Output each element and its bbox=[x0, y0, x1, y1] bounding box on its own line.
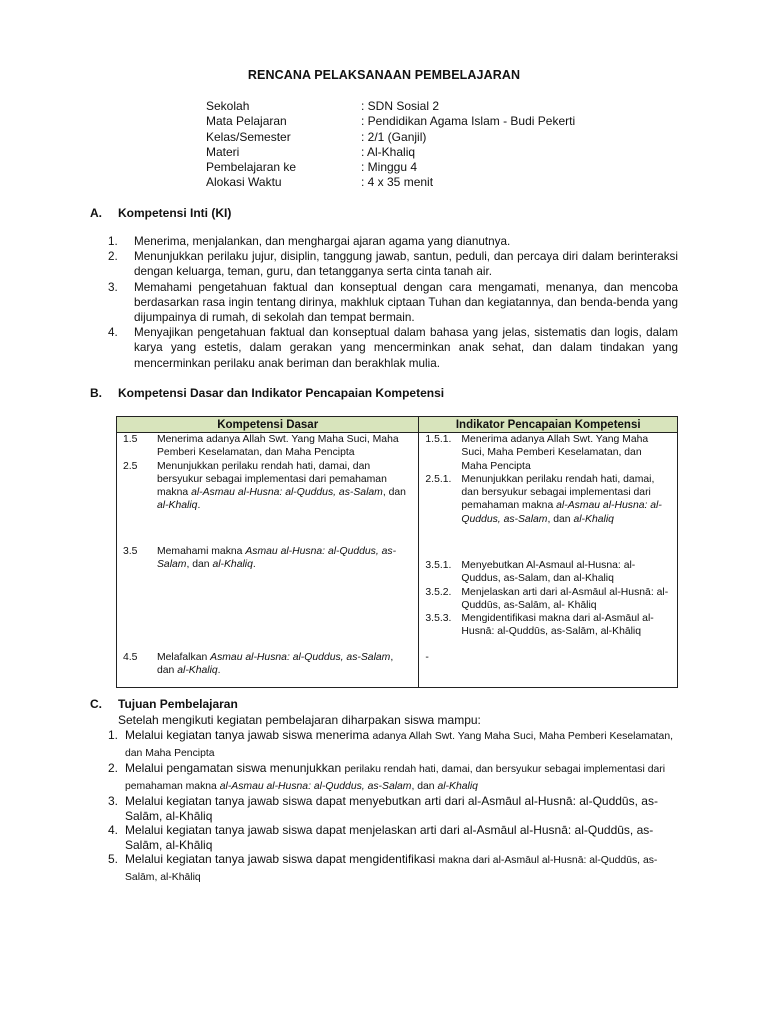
list-number: 2. bbox=[108, 761, 119, 775]
list-text-italic: al-Asmau al-Husna: al-Quddus, as-Salam bbox=[219, 780, 412, 792]
kd-number: 1.5 bbox=[123, 434, 138, 445]
list-text-part: Melalui pengamatan siswa menunjukkan bbox=[125, 761, 345, 775]
info-label: Pembelajaran ke bbox=[206, 160, 297, 175]
info-row-mata-pelajaran bbox=[206, 114, 575, 129]
list-text-part: makna dari al-Asmāul al-Husnā: al-Quddūs, as-Salām, al-Khāliq bbox=[125, 855, 658, 883]
indicator-number: 1.5.1. bbox=[425, 434, 452, 445]
kd-text-part: Memahami makna bbox=[157, 546, 246, 557]
kd-text-part: . bbox=[217, 665, 221, 677]
list-text-part: Melalui kegiatan tanya jawab siswa menerima bbox=[125, 728, 373, 742]
section-b-heading bbox=[90, 386, 444, 400]
indicator-number: 3.5.1. bbox=[425, 560, 452, 571]
kd-cell bbox=[117, 545, 419, 651]
section-title: Kompetensi Inti (KI) bbox=[118, 206, 232, 220]
indicator-entry-3-5-2 bbox=[419, 586, 677, 613]
info-label: Mata Pelajaran bbox=[206, 114, 287, 129]
list-text-part: , dan bbox=[411, 780, 438, 792]
info-label: Sekolah bbox=[206, 99, 250, 113]
info-value: : Pendidikan Agama Islam - Budi Pekerti bbox=[361, 114, 576, 129]
indicator-cell bbox=[419, 545, 678, 651]
section-a-heading bbox=[90, 206, 231, 220]
info-row-alokasi-waktu bbox=[206, 175, 575, 190]
list-number: 3. bbox=[108, 280, 118, 294]
kd-entry-2-5 bbox=[117, 460, 418, 513]
list-number: 1. bbox=[108, 728, 119, 742]
kd-number: 2.5 bbox=[123, 460, 138, 472]
info-row-sekolah bbox=[206, 99, 575, 114]
kd-cell bbox=[117, 651, 419, 688]
list-text-part: adanya Allah Swt. Yang Maha Suci, Maha Pemberi Keselamatan, dan Maha Pencipta bbox=[125, 731, 673, 759]
tujuan-list bbox=[108, 728, 688, 885]
table-row bbox=[117, 433, 678, 546]
spacer bbox=[419, 545, 677, 559]
list-text bbox=[125, 761, 688, 794]
list-text: Menerima, menjalankan, dan menghargai ajaran agama yang dianutnya. bbox=[134, 235, 511, 248]
kd-cell bbox=[117, 433, 419, 546]
indicator-entry-3-5-1 bbox=[419, 559, 677, 586]
info-label: Alokasi Waktu bbox=[206, 175, 282, 190]
info-row-materi bbox=[206, 145, 575, 160]
kd-text-italic: al-Khaliq bbox=[212, 559, 253, 571]
list-text: Menunjukkan perilaku jujur, disiplin, tanggung jawab, santun, peduli, dan percaya diri dalam berinteraksi dengan keluarga, teman, guru, dan tetangganya serta cinta tanah air. bbox=[134, 250, 678, 279]
kd-text-italic: Asmau al-Husna: al-Quddus, as-Salam bbox=[210, 652, 391, 663]
list-item bbox=[108, 794, 688, 823]
list-text-part: Melalui kegiatan tanya jawab siswa dapat mengidentifikasi bbox=[125, 852, 439, 866]
kd-text bbox=[157, 545, 418, 572]
indicator-text: Mengidentifikasi makna dari al-Asmāul al-Husnā: al-Quddūs, as-Salām, al-Khāliq bbox=[461, 613, 654, 638]
indicator-text-part: , dan bbox=[547, 513, 574, 525]
kd-entry-3-5 bbox=[117, 545, 418, 572]
kompetensi-table bbox=[116, 416, 678, 688]
indicator-cell bbox=[419, 433, 678, 546]
info-label: Kelas/Semester bbox=[206, 129, 291, 144]
list-item bbox=[108, 761, 688, 794]
list-text bbox=[125, 852, 688, 885]
kd-text-part: , dan bbox=[382, 487, 406, 499]
list-number: 1. bbox=[108, 235, 118, 248]
list-text-part: perilaku rendah hati, damai, dan bersyukur sebagai implementasi dari pemahaman makna bbox=[125, 764, 666, 792]
info-value: : 4 x 35 menit bbox=[361, 175, 434, 190]
info-value: : 2/1 (Ganjil) bbox=[361, 129, 427, 144]
section-title: Kompetensi Dasar dan Indikator Pencapaian Kompetensi bbox=[118, 386, 445, 400]
kd-text-part: . bbox=[197, 500, 201, 512]
indicator-dash: - bbox=[425, 652, 429, 663]
kompetensi-inti-list bbox=[108, 234, 678, 371]
info-value: : Al-Khaliq bbox=[361, 144, 416, 159]
list-text: Menyajikan pengetahuan faktual dan konseptual dalam bahasa yang jelas, sistematis dan logis, dalam karya yang estetis, dalam gerakan yang mencerminkan anak sehat, dan dalam tindakan yang mencerminkan perilaku anak beriman dan berakhlak mulia. bbox=[134, 326, 678, 370]
kd-text-italic: Asmau al-Husna: al-Quddus, as-Salam bbox=[157, 546, 397, 571]
kd-text-part: , dan bbox=[186, 559, 213, 571]
section-c-heading bbox=[90, 697, 238, 711]
table-header-row bbox=[117, 417, 678, 433]
indicator-text-italic: al-Asmau al-Husna: al-Quddus, as-Salam bbox=[461, 500, 662, 525]
info-value: : Minggu 4 bbox=[361, 160, 418, 175]
list-item bbox=[108, 852, 688, 885]
indicator-text: Menerima adanya Allah Swt. Yang Maha Suci, Maha Pemberi Keselamatan, dan Maha Pencipta bbox=[461, 434, 649, 472]
list-text bbox=[125, 728, 688, 761]
kd-text bbox=[157, 651, 418, 678]
kd-text: Menerima adanya Allah Swt. Yang Maha Suci, Maha Pemberi Keselamatan, dan Maha Pencipta bbox=[157, 434, 399, 459]
list-text: Melalui kegiatan tanya jawab siswa dapat menyebutkan arti dari al-Asmāul al-Husnā: al-Quddūs, as-Salām, al-Khāliq bbox=[125, 794, 658, 823]
list-number: 4. bbox=[108, 326, 118, 340]
indicator-text bbox=[461, 473, 677, 526]
indicator-cell bbox=[419, 651, 678, 688]
document-title: RENCANA PELAKSANAAN PEMBELAJARAN bbox=[247, 68, 521, 82]
section-letter: C. bbox=[90, 697, 102, 711]
list-item bbox=[108, 823, 688, 852]
info-row-pembelajaran-ke bbox=[206, 160, 575, 175]
column-header-indikator: Indikator Pencapaian Kompetensi bbox=[419, 417, 678, 433]
indicator-entry-1-5-1 bbox=[419, 433, 677, 473]
table-row bbox=[117, 651, 678, 688]
list-item bbox=[108, 280, 678, 326]
kd-number: 3.5 bbox=[123, 546, 138, 557]
kd-text bbox=[157, 460, 418, 513]
section-letter: A. bbox=[90, 206, 102, 220]
identity-block bbox=[206, 99, 575, 191]
section-letter: B. bbox=[90, 386, 102, 400]
indicator-text: Menjelaskan arti dari al-Asmāul al-Husnā: al-Quddūs, as-Salām, al- Khāliq bbox=[461, 586, 669, 611]
info-value: : SDN Sosial 2 bbox=[361, 99, 440, 113]
kd-number: 4.5 bbox=[123, 652, 138, 663]
kd-text-part: Melafalkan bbox=[157, 652, 211, 663]
kd-text-part: , dan bbox=[157, 652, 394, 677]
info-label: Materi bbox=[206, 144, 240, 159]
indicator-entry-4-5 bbox=[419, 651, 677, 664]
tujuan-intro: Setelah mengikuti kegiatan pembelajaran diharpakan siswa mampu: bbox=[118, 713, 481, 727]
kd-text-part: . bbox=[252, 559, 256, 571]
kd-entry-1-5 bbox=[117, 433, 418, 460]
indicator-text: Menyebutkan Al-Asmaul al-Husna: al-Quddus, as-Salam, dan al-Khaliq bbox=[461, 560, 636, 585]
list-number: 3. bbox=[108, 794, 119, 808]
list-item bbox=[108, 728, 688, 761]
indicator-number: 3.5.3. bbox=[425, 613, 452, 625]
list-number: 5. bbox=[108, 852, 119, 866]
kd-text-part: Menunjukkan perilaku rendah hati, damai, dan bersyukur sebagai implementasi dari pemahaman makna bbox=[157, 460, 387, 499]
indicator-entry-2-5-1 bbox=[419, 473, 677, 526]
kd-text-italic: al-Khaliq bbox=[157, 500, 198, 512]
list-text: Melalui kegiatan tanya jawab siswa dapat menjelaskan arti dari al-Asmāul al-Husnā: al-Quddūs, as-Salām, al-Khāliq bbox=[125, 823, 654, 852]
list-item bbox=[108, 249, 678, 279]
kd-text-italic: al-Khaliq bbox=[177, 665, 218, 677]
kd-entry-4-5 bbox=[117, 651, 418, 678]
indicator-text-part: Menunjukkan perilaku rendah hati, damai, dan bersyukur sebagai implementasi dari pemahaman makna bbox=[461, 473, 655, 512]
indicator-entry-3-5-3 bbox=[419, 612, 677, 639]
list-item bbox=[108, 325, 678, 371]
indicator-number: 2.5.1. bbox=[425, 473, 452, 485]
list-text-italic: al-Khaliq bbox=[437, 780, 478, 792]
section-title: Tujuan Pembelajaran bbox=[118, 697, 238, 711]
list-item bbox=[108, 234, 678, 249]
info-row-kelas-semester bbox=[206, 130, 575, 145]
list-text: Memahami pengetahuan faktual dan konseptual dengan cara mengamati, menanya, dan mencoba berdasarkan rasa ingin tentang dirinya, makhluk ciptaan Tuhan dan kegiatannya, dan benda-benda yang dijumpainya di rumah, di sekolah dan tempat bermain. bbox=[134, 280, 678, 325]
indicator-number: 3.5.2. bbox=[425, 586, 452, 598]
kd-text-italic: al-Asmau al-Husna: al-Quddus, as-Salam bbox=[191, 487, 383, 499]
list-number: 2. bbox=[108, 250, 118, 264]
table-row bbox=[117, 545, 678, 651]
column-header-kompetensi-dasar: Kompetensi Dasar bbox=[117, 417, 419, 433]
indicator-text-italic: al-Khaliq bbox=[573, 513, 614, 525]
list-number: 4. bbox=[108, 823, 119, 837]
